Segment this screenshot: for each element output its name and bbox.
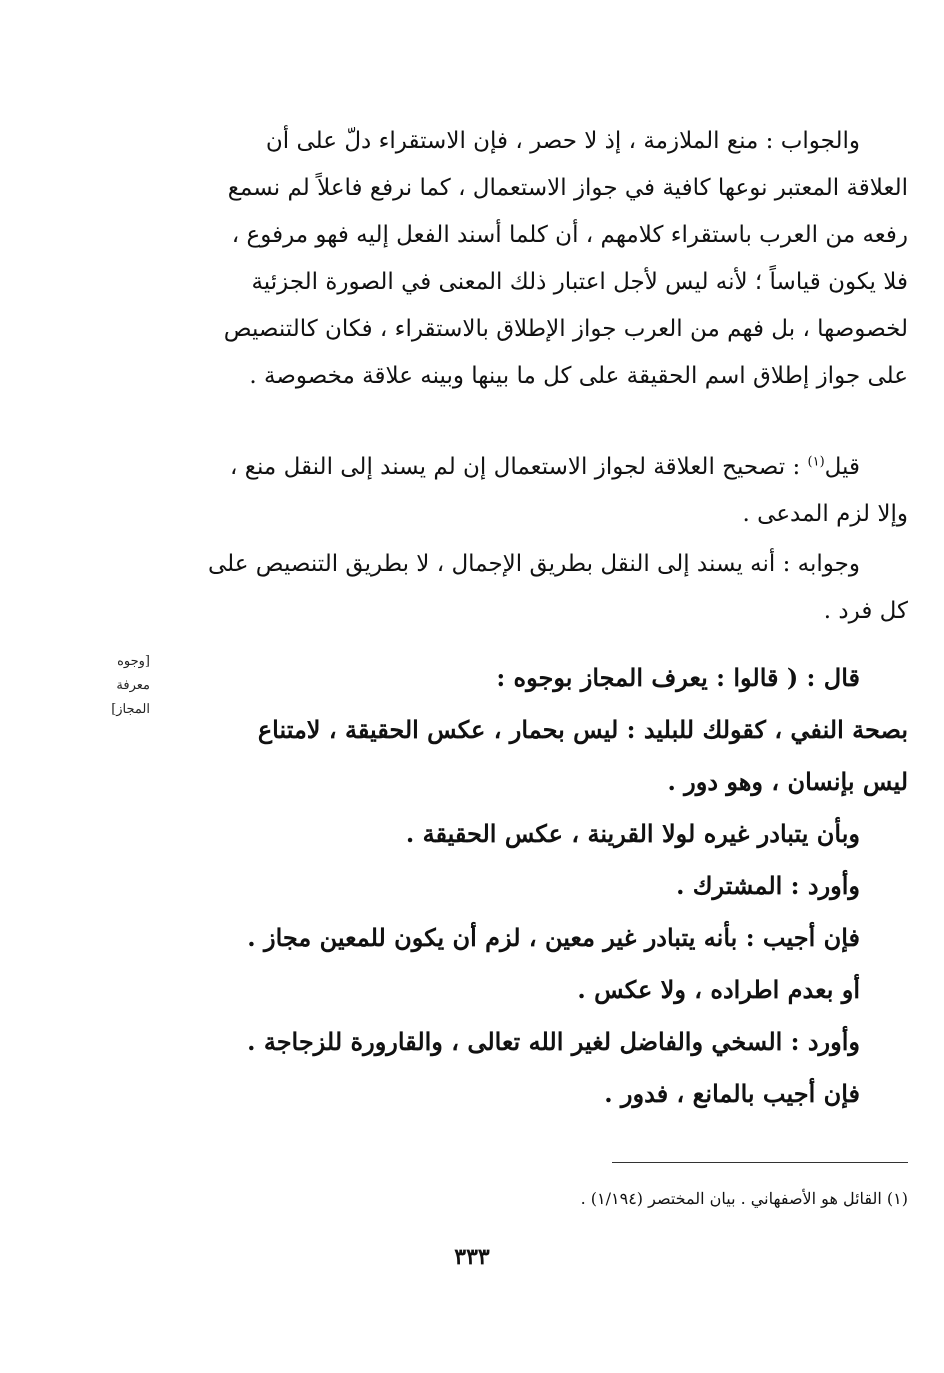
text-line: رفعه من العرب باستقراء كلامهم ، أن كلما أسند الفعل إليه فهو مرفوع ، <box>231 222 908 248</box>
footnote-divider <box>612 1162 908 1163</box>
text-line <box>158 444 908 491</box>
matn-line: بصحة النفي ، كقولك للبليد : ليس بحمار ، عكس الحقيقة ، لامتناع <box>257 715 908 744</box>
text-line: لخصوصها ، بل فهم من العرب جواز الإطلاق بالاستقراء ، فكان كالتنصيص <box>223 316 908 342</box>
matn-line: وأورد : السخي والفاضل لغير الله تعالى ، والقارورة للزجاجة . <box>247 1027 860 1056</box>
matn-line: فإن أجيب : بأنه يتبادر غير معين ، لزم أن يكون للمعين مجاز . <box>247 923 860 952</box>
text-line: فلا يكون قياساً ؛ لأنه ليس لأجل اعتبار ذلك المعنى في الصورة الجزئية <box>251 269 908 295</box>
page-number: ٣٣٣ <box>454 1244 490 1270</box>
matn-line: فإن أجيب بالمانع ، فدور . <box>604 1079 860 1108</box>
text-line: والجواب : منع الملازمة ، إذ لا حصر ، فإن الاستقراء دلّ على أن <box>265 128 860 154</box>
text-fragment: : تصحيح العلاقة لجواز الاستعمال إن لم يسند إلى النقل منع ، <box>230 454 808 480</box>
text-fragment: قيل <box>824 454 860 480</box>
matn-line: قال : ( قالوا : يعرف المجاز بوجوه : <box>496 663 860 692</box>
text-line: كل فرد . <box>823 598 908 624</box>
paragraph-reply <box>158 541 908 635</box>
margin-heading-line: [وجوه <box>117 654 150 669</box>
paragraph-answer <box>158 118 908 400</box>
footnote-reference: (١) <box>807 454 825 470</box>
text-line: على جواز إطلاق اسم الحقيقة على كل ما بينها وبينه علاقة مخصوصة . <box>249 363 908 389</box>
paragraph-objection <box>158 444 908 538</box>
margin-heading <box>82 650 150 722</box>
text-line: وإلا لزم المدعى . <box>742 501 908 527</box>
footnote: (١) القائل هو الأصفهاني . بيان المختصر (١/١٩٤) . <box>580 1189 908 1208</box>
text-line: وجوابه : أنه يسند إلى النقل بطريق الإجمال ، لا بطريق التنصيص على <box>207 551 860 577</box>
margin-heading-line: معرفة المجاز] <box>111 678 150 717</box>
matn-section <box>158 652 908 1120</box>
text-line: العلاقة المعتبر نوعها كافية في جواز الاستعمال ، كما نرفع فاعلاً لم نسمع <box>227 175 908 201</box>
matn-line: وبأن يتبادر غيره لولا القرينة ، عكس الحقيقة . <box>405 819 860 848</box>
matn-line: أو بعدم اطراده ، ولا عكس . <box>577 975 860 1004</box>
matn-line: ليس بإنسان ، وهو دور . <box>667 767 908 796</box>
matn-line: وأورد : المشترك . <box>676 871 860 900</box>
